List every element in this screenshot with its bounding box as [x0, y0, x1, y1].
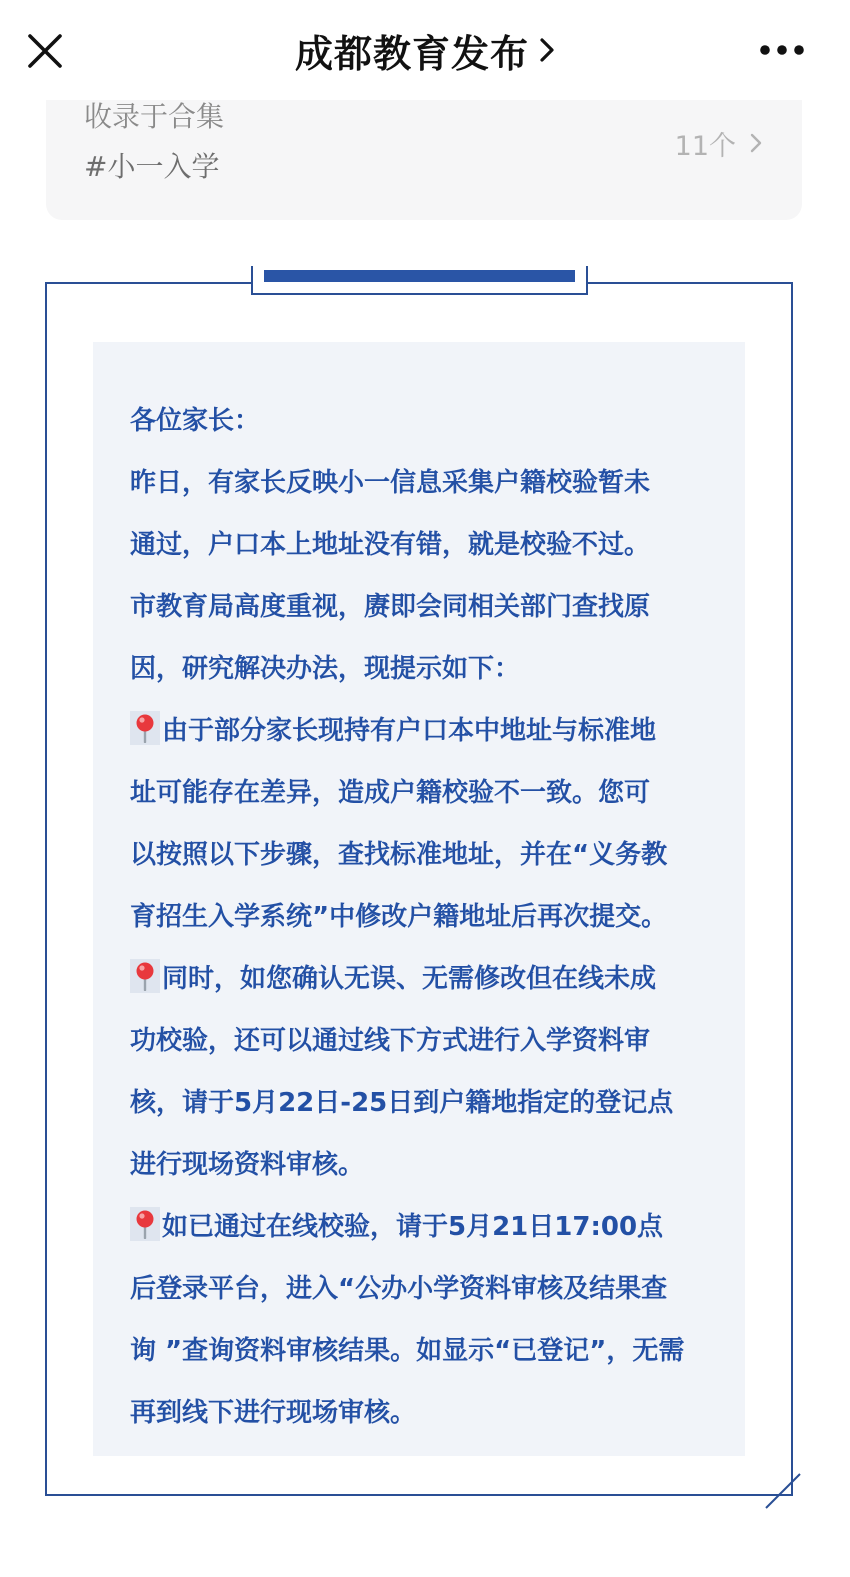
notice-item-line [130, 1196, 720, 1258]
notice-paragraph-line: 进行现场资料审核。 [130, 1150, 365, 1180]
pushpin-icon [130, 711, 160, 745]
more-button[interactable] [754, 30, 810, 70]
notice-item-text: 由于部分家长现持有户口本中地址与标准地 [162, 716, 657, 746]
collection-count-link[interactable] [675, 126, 762, 160]
account-title: 成都教育发布 [294, 31, 529, 76]
notice-item-text: 如已通过在线校验，请于5月21日17:00点 [162, 1212, 664, 1242]
collection-label: 收录于合集 [84, 100, 225, 133]
pushpin-icon [130, 959, 160, 993]
notice-paragraph-line: 昨日，有家长反映小一信息采集户籍校验暂未 [130, 468, 651, 498]
notice-panel [93, 342, 745, 1456]
notice-paragraph-line: 功校验，还可以通过线下方式进行入学资料审 [130, 1026, 651, 1056]
account-title-link[interactable] [0, 24, 850, 76]
notice-paragraph-line: 核，请于5月22日-25日到户籍地指定的登记点 [130, 1088, 674, 1118]
collection-card[interactable] [46, 100, 802, 220]
top-nav-bar [0, 0, 850, 100]
notice-paragraph-line: 后登录平台，进入“公办小学资料审核及结果查 [130, 1274, 668, 1304]
notice-paragraph-line: 再到线下进行现场审核。 [130, 1398, 417, 1428]
notice-paragraph-line: 通过，户口本上地址没有错，就是校验不过。 [130, 530, 651, 560]
notice-item-text: 同时，如您确认无误、无需修改但在线未成 [162, 964, 657, 994]
more-dots-icon [759, 44, 805, 56]
notice-greeting: 各位家长： [130, 406, 261, 436]
notice-body [130, 390, 720, 1444]
notice-paragraph-line: 询 ”查询资料审核结果。如显示“已登记”，无需 [130, 1336, 685, 1366]
collection-count: 11个 [674, 130, 736, 162]
notice-item-line [130, 700, 720, 762]
notice-paragraph-line: 址可能存在差异，造成户籍校验不一致。您可 [130, 778, 651, 808]
collection-tag[interactable]: #小一入学 [84, 150, 220, 183]
pushpin-icon [130, 1207, 160, 1241]
notice-paragraph-line: 育招生入学系统”中修改户籍地址后再次提交。 [130, 902, 668, 932]
chevron-right-icon [750, 132, 762, 154]
notice-paragraph-line: 市教育局高度重视，赓即会同相关部门查找原 [130, 592, 651, 622]
notice-paragraph-line: 以按照以下步骤，查找标准地址，并在“义务教 [130, 840, 668, 870]
chevron-right-icon [539, 36, 555, 64]
notice-paragraph-line: 因，研究解决办法，现提示如下： [130, 654, 521, 684]
notice-item-line [130, 948, 720, 1010]
